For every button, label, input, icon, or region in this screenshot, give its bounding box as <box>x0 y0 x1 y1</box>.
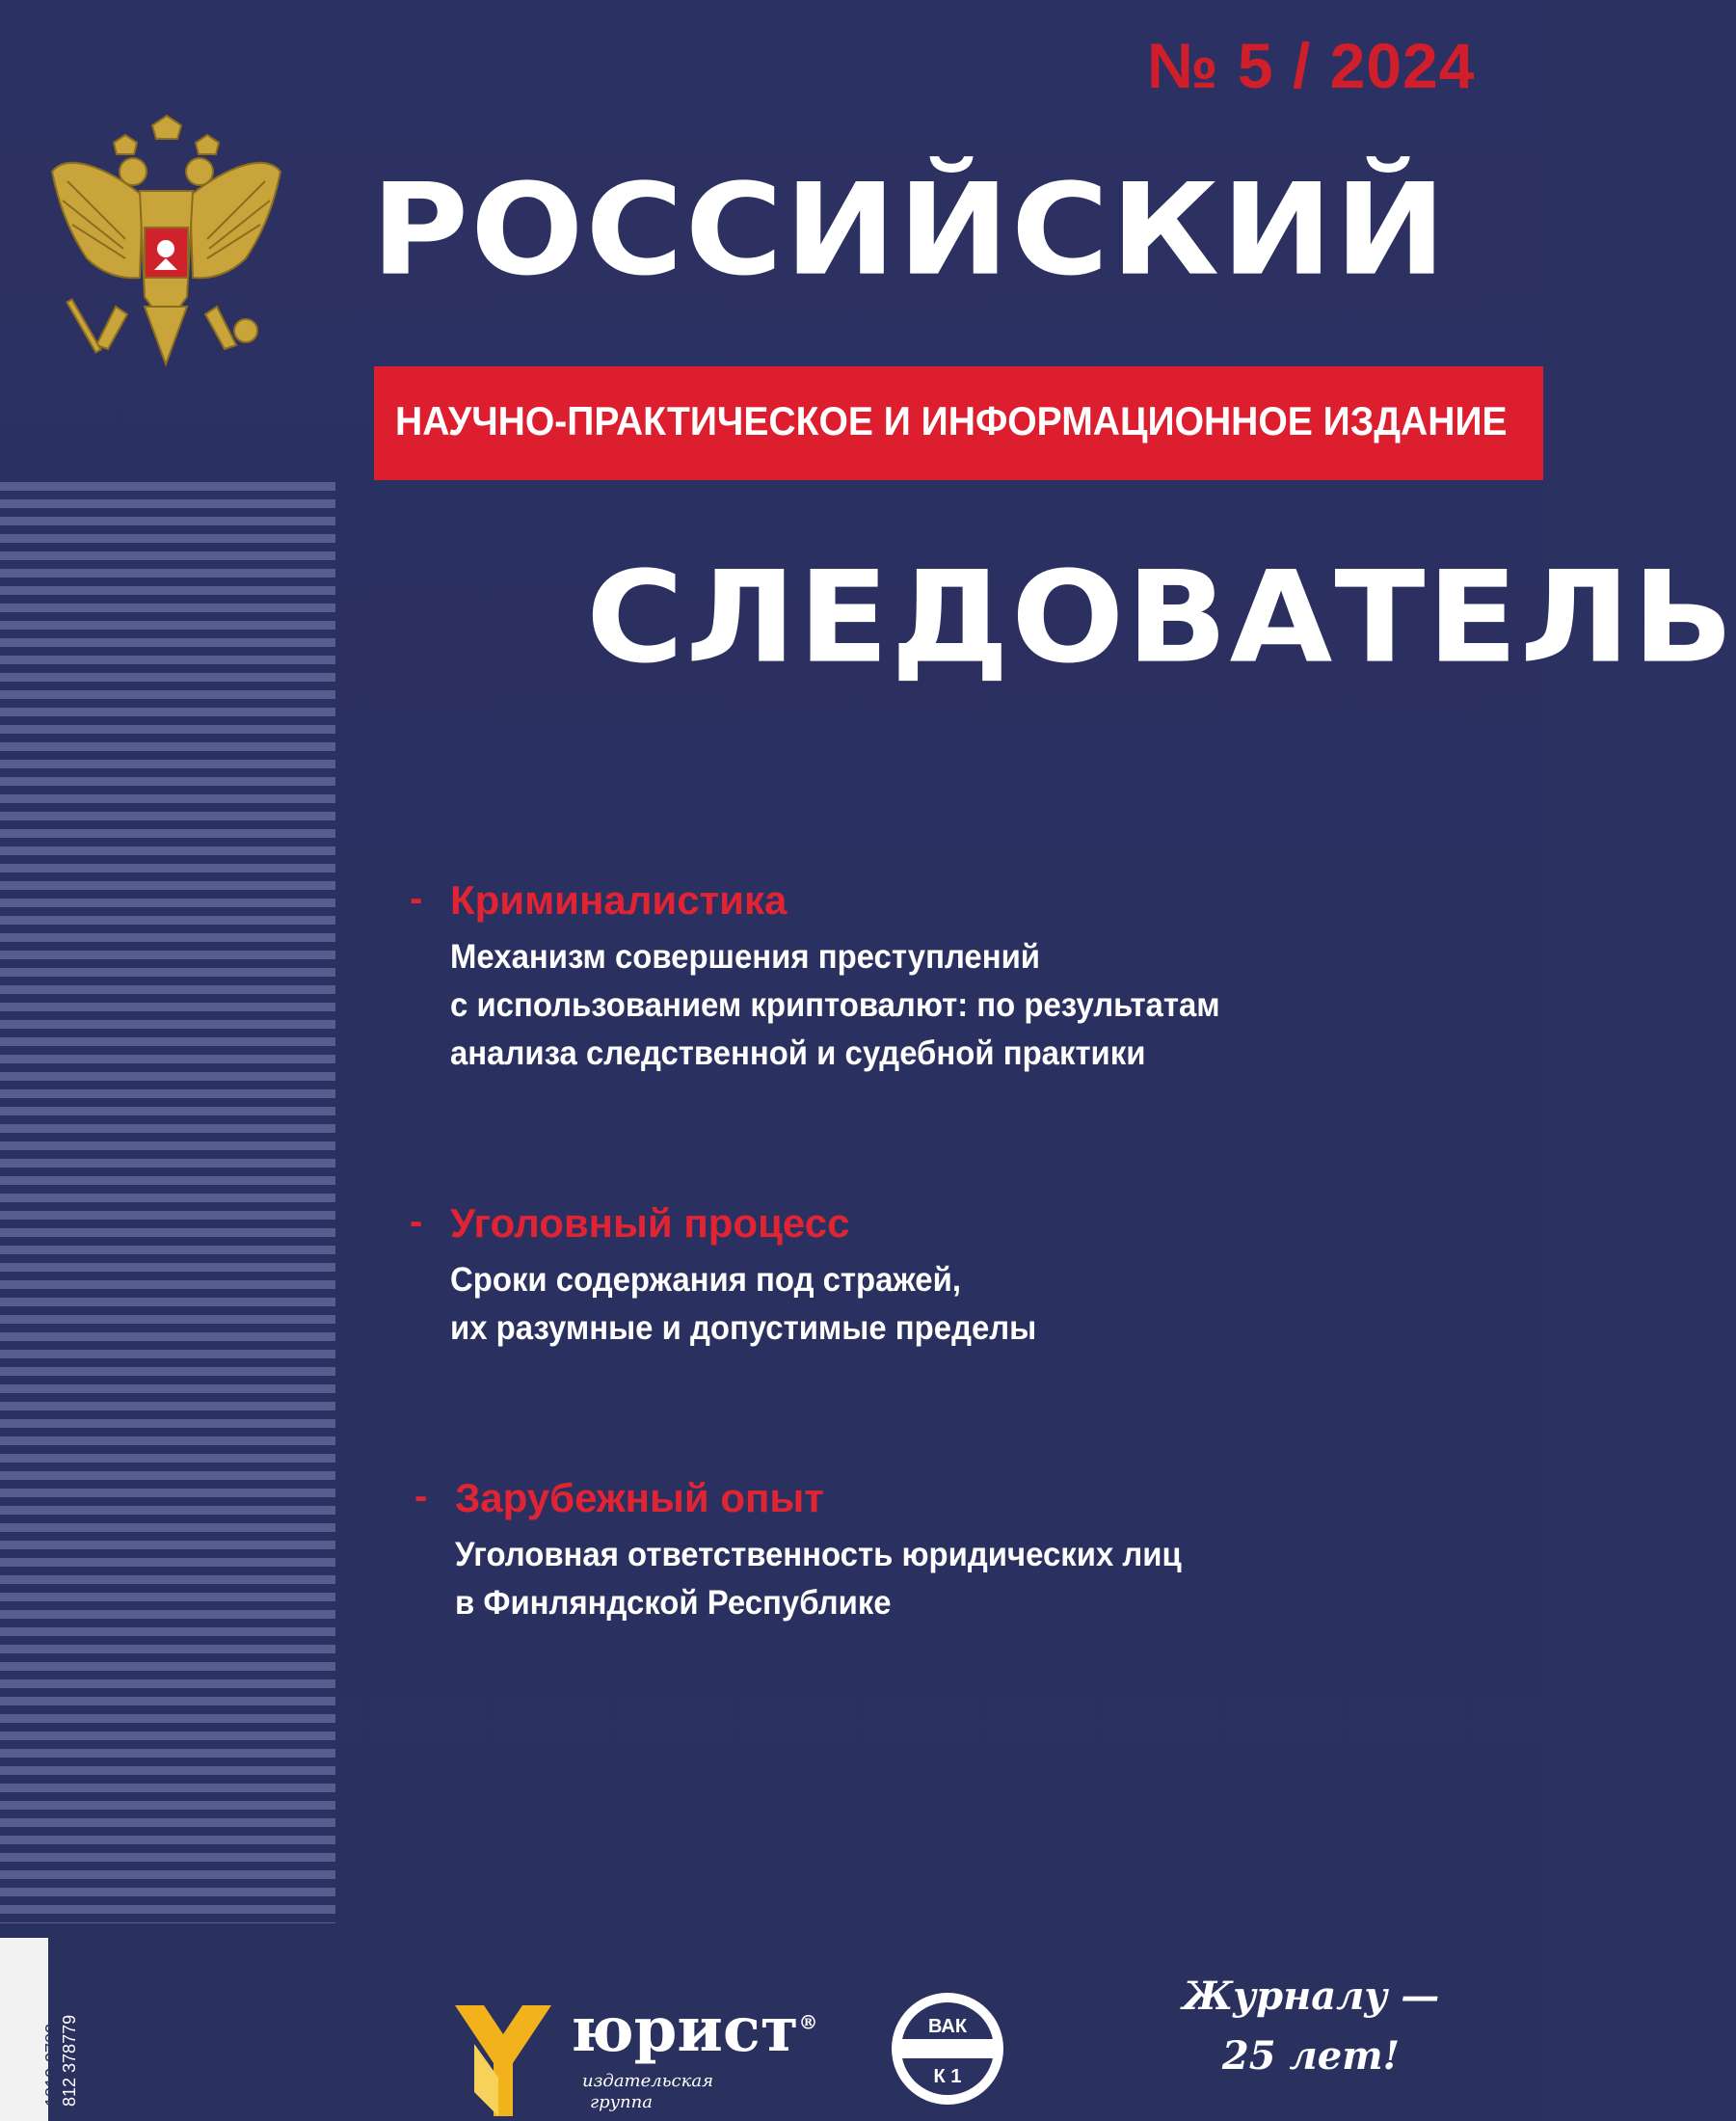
publisher-sub-line: издательская <box>582 2071 714 2091</box>
section-line: Механизм совершения преступлений <box>450 938 1041 976</box>
section-heading: Уголовный процесс <box>450 1200 850 1246</box>
vak-bottom-text: К 1 <box>933 2066 962 2087</box>
section-line: с использованием криптовалют: по результатам <box>450 986 1220 1024</box>
vak-top-text: ВАК <box>927 2016 968 2037</box>
section-dash: - <box>410 1200 423 1243</box>
section-line: в Финляндской Республике <box>455 1584 892 1622</box>
anniversary-line: 25 лет! <box>1221 2033 1401 2079</box>
magazine-subtitle: НАУЧНО-ПРАКТИЧЕСКОЕ И ИНФОРМАЦИОННОЕ ИЗДАНИЕ <box>395 398 1508 443</box>
barcode-issn: 1812-3783 <box>42 2023 62 2107</box>
barcode <box>0 1938 48 2121</box>
publisher-sub-line: группа <box>590 2092 653 2112</box>
publisher-name-text: юрист <box>571 1994 799 2066</box>
publisher-logo-icon <box>445 1986 561 2121</box>
magazine-title-bottom: СЛЕДОВАТЕЛЬ <box>586 544 1736 691</box>
section-heading: Зарубежный опыт <box>455 1475 824 1520</box>
anniversary-line: Журналу — <box>1182 1973 1440 2019</box>
section-description <box>450 933 1220 1078</box>
vak-badge-icon <box>885 1967 1010 2121</box>
section-line: их разумные и допустимые пределы <box>450 1309 1037 1347</box>
publisher-subtitle <box>582 2071 775 2113</box>
section-heading: Криминалистика <box>450 877 788 923</box>
section-line: анализа следственной и судебной практики <box>450 1034 1146 1072</box>
section-dash: - <box>410 877 423 920</box>
section-dash: - <box>414 1475 428 1517</box>
anniversary-text <box>1157 1967 1465 2086</box>
section-description <box>450 1256 1036 1353</box>
section-description <box>455 1531 1182 1627</box>
publisher-name <box>571 1994 817 2066</box>
barcode-number: 812 378779 <box>60 2014 79 2107</box>
registered-mark: ® <box>798 2010 818 2034</box>
issue-number: № 5 / 2024 <box>1147 30 1476 101</box>
decorative-stripes <box>0 482 335 1923</box>
magazine-title-top: РОССИЙСКИЙ <box>371 156 1449 304</box>
double-headed-eagle-emblem-icon <box>48 114 284 376</box>
section-line: Уголовная ответственность юридических лиц <box>455 1536 1182 1573</box>
section-line: Сроки содержания под стражей, <box>450 1261 961 1299</box>
